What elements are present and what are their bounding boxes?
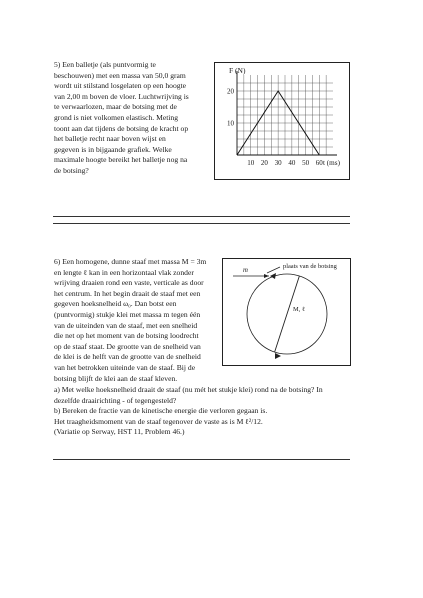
rotating-rod-diagram-frame: [222, 258, 351, 366]
rod-end-arrowhead-bottom: [275, 353, 281, 359]
x-tick-label: 20: [260, 159, 268, 167]
question-6b-text: b) Bereken de fractie van de kinetische energie die verloren gegaan is. Het traagheidsmoment van de staaf tegenover de vaste as is M ℓ²/12. (Variatie op Serway, HST 11, Problem 46.): [54, 406, 268, 437]
q6-line: die net op het moment van de botsing loodrecht: [54, 331, 199, 341]
q6-line: en lengte ℓ kan in een horizontaal vlak zonder: [54, 267, 194, 277]
collision-pointer-line: [267, 267, 280, 273]
x-tick-label: 40: [288, 159, 296, 167]
y-tick-label: 10: [227, 119, 234, 128]
q6-line: (puntvormig) stukje klei met massa m tegen één: [54, 309, 201, 319]
separator-bottom: [53, 223, 350, 224]
q6-line: wrijving draaien rond een vaste, verticale as door: [54, 278, 204, 288]
q6-line: van de uiteinden van de staaf, met een snelheid: [54, 320, 198, 330]
y-axis-label: F (N): [229, 66, 246, 75]
q6-line: gegeven hoeksnelheid ω₀. Dan botst een: [54, 299, 177, 309]
separator-top: [53, 216, 350, 217]
rod-label: M, ℓ: [293, 306, 305, 313]
rod: [275, 276, 300, 352]
question-6a-text: a) Met welke hoeksnelheid draait de staaf (nu mét het stukje klei) rond na de botsing? In dezelfde draairichting - of tegengesteld?: [54, 385, 323, 405]
mass-label: m: [243, 267, 248, 274]
q6-line: van het betrokken uiteinde van de staaf. Bij de: [54, 362, 196, 372]
x-tick-label: 30: [274, 159, 282, 167]
question-5-text: 5) Een balletje (als puntvormig te beschouwen) met een massa van 50,0 gram wordt uit stilstand losgelaten op een hoogte van 2,00 m boven de vloer. Luchtwrijving is te verwaarlozen, maar de botsing met de grond is niet volkomen elastisch. Meting toont aan dat tijdens de botsing de kracht op het balletje recht naar boven wijst en gegeven is in bijgaande grafiek. Welke maximale hoogte bereikt het balletje nog na de botsing?: [54, 60, 189, 175]
x-tick-label: 10: [247, 159, 255, 167]
q6-line: de klei is de helft van de grootte van de snelheid: [54, 352, 201, 362]
collision-label: plaats van de botsing: [283, 263, 337, 270]
force-time-graph-frame: [214, 62, 350, 180]
q6-line: botsing blijft de klei aan de staaf kleven.: [54, 373, 178, 383]
q6-line: op de staaf staat. De grootte van de snelheid van: [54, 341, 201, 351]
x-tick-label: 50: [302, 159, 310, 167]
clay-arrowhead: [264, 274, 269, 278]
question-6-text: [54, 257, 220, 384]
x-axis-label: t (ms): [323, 159, 340, 167]
rod-end-arrowhead-top: [270, 273, 276, 279]
force-time-graph: [215, 63, 349, 179]
rotating-rod-diagram: [223, 259, 350, 365]
y-tick-label: 20: [227, 87, 234, 96]
q6-line: 6) Een homogene, dunne staaf met massa M = 3m: [54, 257, 207, 266]
separator-final: [53, 459, 350, 460]
x-tick-label: 60: [315, 159, 323, 167]
q6-line: het centrum. In het begin draait de staaf met een: [54, 288, 201, 298]
